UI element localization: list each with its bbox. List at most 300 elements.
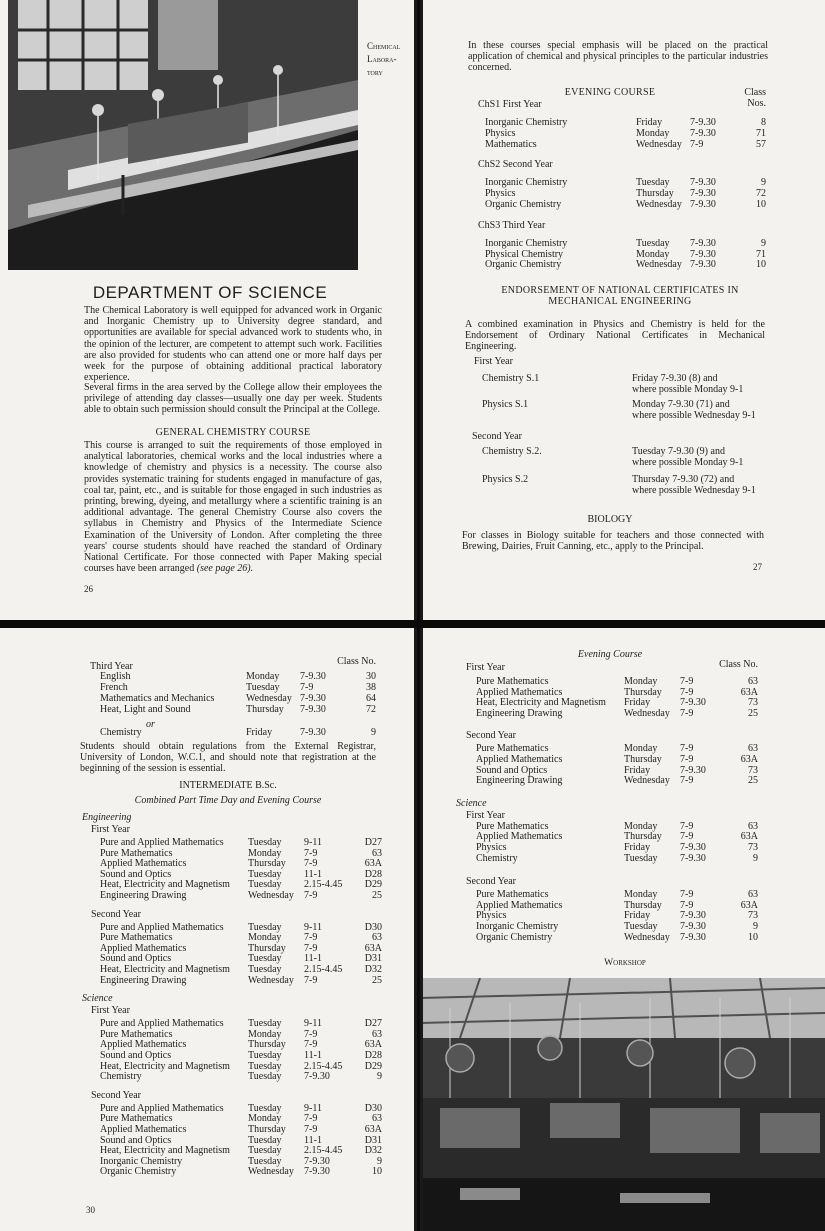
class-number: 63 [748, 743, 758, 755]
subject-name: Engineering Drawing [100, 890, 187, 901]
schedule-row [420, 676, 825, 687]
subject-name: Inorganic Chemistry [100, 1155, 183, 1167]
class-day: Friday [636, 117, 663, 128]
class-time: 7-9.30 [304, 1166, 330, 1178]
class-day: Thursday [624, 831, 662, 843]
class-time: 2.15-4.45 [304, 1060, 343, 1072]
schedule-row [420, 775, 825, 786]
class-time: 9-11 [304, 921, 322, 933]
section-heading: Engineering [82, 812, 132, 823]
subject-name: Applied Mathematics [476, 754, 563, 765]
class-time: 7-9 [304, 858, 318, 870]
chemical-laboratory-photo [8, 0, 358, 270]
intro-paragraph: The Chemical Laboratory is well equipped for advanced work in Organic and Inorganic Chemistry up to University degree standard, and opportunities are available for special advanced work to students who, in the opinion of the lecturer, are competent to attempt such work. Facilities are also provided for students who can attend one or more half days per week for the purpose of obtaining additional practical laboratory experience. [84, 305, 382, 384]
class-time: 7-9 [304, 1028, 318, 1040]
class-day: Monday [636, 248, 670, 260]
class-day: Wednesday [248, 1166, 294, 1178]
class-day: Tuesday [248, 1102, 282, 1114]
class-day: Wednesday [636, 199, 682, 210]
class-day: Monday [624, 820, 658, 832]
subject-name: Chemistry S.2. [482, 446, 542, 457]
class-time: 7-9 [680, 820, 694, 832]
class-day: Friday [246, 727, 273, 738]
schedule-row [0, 1018, 417, 1029]
section-heading: Science [456, 797, 487, 809]
class-number: D32 [364, 1145, 382, 1157]
workshop-photo [420, 978, 825, 1231]
class-time: 7-9 [304, 890, 318, 901]
schedule-row [0, 1103, 417, 1114]
subject-name: Inorganic Chemistry [485, 237, 568, 249]
year-heading: Second Year [91, 908, 141, 920]
subject-name: Physics [485, 127, 516, 139]
class-day: Friday [624, 910, 651, 922]
schedule-row [0, 1050, 417, 1061]
subject-name: Organic Chemistry [476, 931, 553, 943]
class-number: 30 [366, 671, 376, 682]
page-number: 30 [86, 1205, 95, 1215]
class-number: D29 [364, 879, 382, 891]
class-day: Wednesday [624, 707, 670, 719]
class-number: D27 [364, 837, 382, 848]
class-time: 7-9.30 [690, 248, 716, 260]
workshop-caption: Workshop [604, 958, 646, 968]
schedule-row [420, 743, 825, 754]
schedule-row [420, 821, 825, 832]
year-heading: First Year [91, 824, 130, 835]
class-number: 63A [740, 686, 758, 698]
class-number: 71 [756, 248, 766, 260]
schedule-row [0, 964, 417, 975]
class-day: Tuesday [248, 1155, 282, 1167]
class-time: 7-9 [680, 676, 694, 687]
schedule-line: Friday 7-9.30 (8) and [632, 373, 718, 384]
class-day: Wednesday [624, 775, 670, 787]
class-time: 7-9.30 [304, 1155, 330, 1167]
class-time: 7-9.30 [690, 237, 716, 249]
subject-name: Mathematics [485, 138, 537, 150]
class-time: 11-1 [304, 1050, 322, 1061]
class-number: D27 [364, 1018, 382, 1030]
schedule-row [0, 975, 417, 986]
subject-name: Pure Mathematics [100, 1028, 173, 1040]
schedule-line: where possible Monday 9-1 [632, 384, 744, 395]
schedule-row [420, 199, 825, 210]
subject-name: Heat, Electricity and Magnetism [100, 1060, 230, 1072]
subject-name: Physics S.1 [482, 399, 529, 410]
biology-title: BIOLOGY [587, 514, 633, 525]
schedule-row [0, 858, 417, 869]
class-number: 25 [372, 974, 382, 986]
class-time: 7-9 [304, 1124, 318, 1135]
class-number: 73 [748, 697, 758, 709]
class-time: 7-9 [680, 754, 694, 765]
subject-name: Pure Mathematics [100, 1113, 173, 1125]
schedule-line: where possible Wednesday 9-1 [632, 485, 756, 496]
class-day: Tuesday [248, 879, 282, 891]
class-number: D32 [364, 964, 382, 975]
class-day: Tuesday [248, 953, 282, 965]
class-number: 9 [761, 237, 766, 249]
class-day: Tuesday [636, 237, 670, 249]
evening-course-title: Evening Course [577, 649, 643, 660]
intermediate-bsc-subtitle: Combined Part Time Day and Evening Course [134, 795, 322, 806]
subject-name: Heat, Electricity and Magnetism [100, 879, 230, 891]
class-day: Tuesday [248, 1145, 282, 1157]
class-day: Wednesday [248, 890, 294, 901]
schedule-row [0, 953, 417, 964]
class-day: Monday [246, 671, 280, 682]
subject-name: French [100, 682, 128, 693]
class-day: Thursday [248, 942, 286, 954]
schedule-row [0, 879, 417, 890]
class-day: Thursday [624, 754, 662, 765]
subject-name: Engineering Drawing [476, 707, 563, 719]
schedule-row [420, 831, 825, 842]
class-label: Class [744, 87, 766, 98]
class-time: 7-9.30 [300, 727, 326, 738]
subject-name: Heat, Electricity and Magnetism [100, 964, 230, 975]
subject-name: Organic Chemistry [100, 1166, 177, 1178]
schedule-row [420, 842, 825, 853]
subject-name: Heat, Light and Sound [100, 704, 191, 715]
schedule-line: Thursday 7-9.30 (72) and [632, 474, 735, 485]
class-time: 11-1 [304, 868, 322, 880]
year-heading: Second Year [466, 730, 516, 742]
year-heading: Second Year [91, 1089, 141, 1101]
endorsement-title: ENDORSEMENT OF NATIONAL CERTIFICATES IN MECHANICAL ENGINEERING [501, 285, 739, 308]
subject-name: Engineering Drawing [100, 974, 187, 986]
class-nos-header [720, 87, 766, 109]
schedule-row [420, 754, 825, 765]
subject-name: Sound and Optics [100, 1134, 172, 1146]
caption-line: Labora- [367, 54, 397, 64]
schedule-row [0, 837, 417, 848]
schedule-row [420, 238, 825, 249]
schedule-row [0, 932, 417, 943]
class-day: Monday [248, 932, 282, 944]
class-day: Wednesday [624, 931, 670, 943]
class-time: 11-1 [304, 953, 322, 965]
schedule-row [0, 1039, 417, 1050]
class-number: 10 [756, 259, 766, 271]
class-number: 63 [372, 932, 382, 944]
class-day: Tuesday [248, 1134, 282, 1146]
class-time: 7-9 [680, 831, 694, 843]
subject-name: Applied Mathematics [100, 858, 187, 870]
class-number: D28 [364, 1050, 382, 1061]
class-time: 7-9.30 [690, 117, 716, 128]
subject-name: Applied Mathematics [476, 686, 563, 698]
class-number: 9 [761, 177, 766, 189]
class-no-header: Class No. [337, 656, 376, 667]
class-number: 9 [377, 1155, 382, 1167]
schedule-line: where possible Monday 9-1 [632, 457, 744, 468]
schedule-row [420, 708, 825, 719]
class-number: 63A [364, 1039, 382, 1051]
class-number: 73 [748, 842, 758, 853]
class-time: 7-9.30 [690, 259, 716, 271]
class-time: 7-9 [300, 682, 314, 693]
subject-name: English [100, 671, 131, 682]
subject-name: Applied Mathematics [476, 899, 563, 911]
class-number: 10 [748, 931, 758, 943]
schedule-row [0, 943, 417, 954]
schedule-line: Tuesday 7-9.30 (9) and [632, 446, 725, 457]
class-time: 7-9 [304, 974, 318, 986]
class-number: 73 [748, 910, 758, 922]
subject-name: Pure and Applied Mathematics [100, 837, 224, 848]
class-number: 38 [366, 682, 376, 693]
class-day: Tuesday [248, 1060, 282, 1072]
class-time: 7-9.30 [680, 921, 706, 932]
class-day: Monday [248, 847, 282, 859]
subject-name: Physics S.2 [482, 474, 529, 485]
schedule-row [0, 682, 417, 693]
general-chemistry-heading: GENERAL CHEMISTRY COURSE [155, 427, 311, 438]
section-heading: Science [82, 993, 113, 1005]
subject-name: Physics [476, 910, 507, 922]
class-time: 7-9.30 [680, 842, 706, 853]
class-day: Tuesday [248, 868, 282, 880]
class-number: 63 [372, 847, 382, 859]
class-number: 9 [371, 727, 376, 738]
subject-name: Pure Mathematics [476, 676, 549, 687]
class-time: 7-9 [690, 138, 704, 150]
year-heading: Second Year [466, 876, 516, 888]
class-day: Thursday [624, 686, 662, 698]
class-day: Thursday [248, 1039, 286, 1051]
schedule-row [0, 1145, 417, 1156]
subject-name: Organic Chemistry [485, 199, 562, 210]
subject-name: Heat, Electricity and Magnetism [476, 697, 606, 709]
schedule-row [420, 910, 825, 921]
subject-name: Sound and Optics [100, 953, 172, 965]
class-time: 7-9 [680, 743, 694, 755]
schedule-row [0, 671, 417, 682]
subject-name: Inorganic Chemistry [476, 921, 559, 932]
subject-name: Pure and Applied Mathematics [100, 1102, 224, 1114]
year-heading: First Year [466, 809, 505, 821]
class-day: Friday [624, 842, 651, 853]
class-number: 63A [740, 754, 758, 765]
page-31 [420, 628, 825, 1231]
class-number: D30 [364, 1102, 382, 1114]
subject-name: Applied Mathematics [100, 1039, 187, 1051]
subject-name: Pure and Applied Mathematics [100, 921, 224, 933]
year-heading: Second Year [472, 431, 522, 442]
third-year-label: Third Year [90, 661, 133, 672]
page-30 [0, 628, 417, 1231]
schedule-row [0, 890, 417, 901]
class-day: Wednesday [636, 259, 682, 271]
subject-name: Mathematics and Mechanics [100, 693, 215, 704]
class-time: 7-9 [304, 847, 318, 859]
class-time: 9-11 [304, 837, 322, 848]
class-time: 2.15-4.45 [304, 964, 343, 975]
schedule-row [0, 922, 417, 933]
year-heading: ChS3 Third Year [478, 219, 546, 231]
class-day: Monday [248, 1113, 282, 1125]
class-number: 63 [372, 1028, 382, 1040]
class-time: 7-9 [680, 889, 694, 901]
class-number: D28 [364, 868, 382, 880]
class-day: Tuesday [624, 852, 658, 864]
class-day: Monday [248, 1028, 282, 1040]
class-time: 7-9.30 [690, 177, 716, 189]
schedule-line: Monday 7-9.30 (71) and [632, 399, 730, 410]
class-time: 2.15-4.45 [304, 1145, 343, 1157]
page-27 [420, 0, 825, 620]
year-heading: First Year [466, 662, 505, 673]
class-time: 9-11 [304, 1018, 322, 1030]
subject-name: Applied Mathematics [100, 942, 187, 954]
schedule-row [420, 139, 825, 150]
class-no-header: Class No. [719, 659, 758, 670]
schedule-row [420, 259, 825, 270]
course-description: This course is arranged to suit the requirements of those employed in analytical laboratories, chemical works and the local industries where a knowledge of chemistry and physics is a necessity. The course also provides systematic training for students engaged in manufacture of gas, coal tar, paint, etc., and is suitable for those engaged in such industries as printing, brewing, dyeing, and metallurgy where a scientific training is an additional advantage. The general Chemistry Course also covers the syllabus in Chemistry and Physics of the Intermediate Science Examination of the University of London. After completing the three years' course students should have reached the standard of Ordinary National Certificate. For those connected with Paper Making special courses have been arranged [84, 440, 382, 575]
page-26 [0, 0, 417, 620]
schedule-row [0, 693, 417, 704]
subject-name: Applied Mathematics [476, 831, 563, 843]
subject-name: Sound and Optics [100, 1050, 172, 1061]
nos-label: Nos. [747, 98, 766, 110]
subject-name: Pure Mathematics [476, 889, 549, 901]
class-day: Tuesday [248, 1071, 282, 1083]
class-time: 7-9 [304, 932, 318, 944]
schedule-row [0, 1071, 417, 1082]
schedule-row [420, 853, 825, 864]
class-number: 63A [740, 831, 758, 843]
class-day: Thursday [248, 1124, 286, 1135]
class-time: 2.15-4.45 [304, 879, 343, 891]
class-time: 7-9.30 [680, 764, 706, 776]
class-number: 71 [756, 127, 766, 139]
year-heading: ChS2 Second Year [478, 159, 553, 171]
class-number: 10 [756, 199, 766, 210]
class-number: 63A [740, 899, 758, 911]
photo-caption [367, 40, 415, 79]
class-number: 63 [748, 889, 758, 901]
class-time: 7-9 [680, 775, 694, 787]
class-number: 63A [364, 1124, 382, 1135]
intermediate-bsc-title: INTERMEDIATE B.Sc. [179, 780, 277, 791]
caption-line: tory [367, 67, 383, 77]
schedule-row [420, 249, 825, 260]
subject-name: Applied Mathematics [100, 1124, 187, 1135]
class-time: 11-1 [304, 1134, 322, 1146]
class-day: Friday [624, 697, 651, 709]
caption-line: Chemical [367, 41, 401, 51]
schedule-row [420, 128, 825, 139]
class-time: 7-9 [304, 942, 318, 954]
schedule-row [420, 177, 825, 188]
subject-name: Physics [485, 188, 516, 200]
year-heading: ChS1 First Year [478, 99, 542, 110]
schedule-row [420, 921, 825, 932]
page-number: 27 [753, 562, 762, 572]
subject-name: Pure Mathematics [476, 743, 549, 755]
class-day: Wednesday [248, 974, 294, 986]
subject-name: Inorganic Chemistry [485, 117, 568, 128]
class-time: 7-9 [680, 707, 694, 719]
schedule-row [420, 765, 825, 776]
class-number: D29 [364, 1060, 382, 1072]
class-number: 9 [377, 1071, 382, 1083]
class-day: Tuesday [636, 177, 670, 189]
schedule-row [0, 1029, 417, 1040]
class-number: 25 [748, 707, 758, 719]
class-time: 7-9.30 [680, 910, 706, 922]
class-day: Tuesday [624, 921, 658, 932]
class-day: Monday [636, 127, 670, 139]
class-day: Thursday [246, 704, 284, 715]
class-number: 25 [372, 890, 382, 901]
biology-paragraph: For classes in Biology suitable for teachers and those connected with Brewing, Dairies, Fruit Canning, etc., apply to the Principal. [462, 530, 764, 553]
evening-course-title: EVENING COURSE [564, 87, 656, 98]
schedule-row [420, 889, 825, 900]
general-chemistry-paragraph [84, 440, 382, 574]
subject-name: Pure Mathematics [100, 932, 173, 944]
subject-name: Chemistry S.1 [482, 373, 540, 384]
schedule-row [0, 1156, 417, 1167]
class-time: 7-9 [304, 1039, 318, 1051]
class-time: 7-9.30 [300, 704, 326, 715]
subject-name: Organic Chemistry [485, 259, 562, 271]
class-day: Wednesday [636, 138, 682, 150]
class-day: Thursday [248, 858, 286, 870]
class-number: 63 [748, 676, 758, 687]
class-time: 7-9.30 [680, 931, 706, 943]
schedule-row [0, 704, 417, 715]
class-day: Tuesday [248, 964, 282, 975]
intro-paragraph: In these courses special emphasis will be placed on the practical application of chemical and physical principles to the particular industries concerned. [468, 40, 768, 74]
class-number: 63A [364, 942, 382, 954]
class-time: 7-9 [304, 1113, 318, 1125]
subject-name: Chemistry [100, 727, 142, 738]
year-heading: First Year [474, 356, 513, 367]
subject-name: Heat, Electricity and Magnetism [100, 1145, 230, 1157]
schedule-row [420, 117, 825, 128]
class-day: Tuesday [248, 837, 282, 848]
schedule-row [420, 687, 825, 698]
class-number: 73 [748, 764, 758, 776]
class-time: 7-9.30 [690, 199, 716, 210]
page-reference: (see page 26). [196, 563, 254, 575]
subject-name: Sound and Optics [476, 764, 548, 776]
class-number: 72 [756, 188, 766, 200]
schedule-line: where possible Wednesday 9-1 [632, 410, 756, 421]
class-day: Monday [624, 743, 658, 755]
subject-name: Pure Mathematics [476, 820, 549, 832]
class-time: 7-9.30 [300, 671, 326, 682]
class-number: 72 [366, 704, 376, 715]
class-number: 9 [753, 921, 758, 932]
schedule-row [420, 932, 825, 943]
class-number: D30 [364, 921, 382, 933]
class-number: 9 [753, 852, 758, 864]
class-time: 7-9.30 [300, 693, 326, 704]
subject-name: Physical Chemistry [485, 248, 564, 260]
class-day: Tuesday [248, 921, 282, 933]
subject-name: Inorganic Chemistry [485, 177, 568, 189]
year-heading: First Year [91, 1005, 130, 1017]
class-number: 63 [372, 1113, 382, 1125]
class-number: 10 [372, 1166, 382, 1178]
class-number: 63A [364, 858, 382, 870]
class-time: 7-9.30 [690, 188, 716, 200]
schedule-row [0, 1166, 417, 1177]
